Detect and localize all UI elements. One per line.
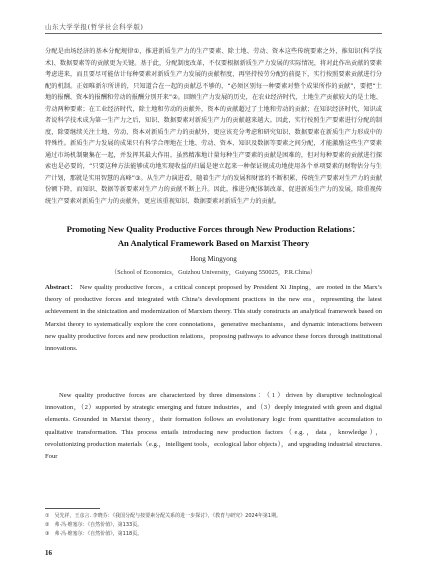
page-number: 16 [45,549,52,557]
footnote-divider [45,508,100,509]
english-body-paragraph [45,390,382,463]
abstract-block [45,282,382,355]
author-name: Hong Mingyong [190,255,237,263]
chinese-body-text [45,46,382,207]
abstract-paragraph [45,282,382,355]
footnote-2: ② 弗·冯·维塞尔：《自然价值》，第133页。 [45,522,143,528]
body-paragraph-2: New quality productive forces are characterized by three dimensions：（1）driven by disruptive technological innovation，（2）supported by strategic emerging and future industries，and（3）deeply integrated with green and digital elements. Grounded in Marxist theory，their formation follows an evolutionary logic from quantitative accumulation to qualitative transformation. This process entails introducing new production factors（e.g.，data，knowledge），revolutionizing production materials（e.g.，intelligent tools，ecological labor objects），and upgrading industrial structures. Four [45,392,382,461]
english-title-line-1: Promoting New Quality Productive Forces through New Production Relations： [66,224,361,234]
footnotes [45,512,382,539]
header-divider [45,33,382,34]
chinese-paragraph: 分配是由场经济的基本分配规律①，推进新质生产力的生产要素、除土地、劳动、资本这些传统要素之外，推知识(科学技术)、数据要素等的贡献更为关键。基于此，分配制度改革，不仅要根据新质生产力发展的实际情况，将对此作出贡献的要素考虑进来，而且要尽可能估计每种要素对新质生产力发展的贡献程度，再坚持按劳分配的前提下，实行按照要素贡献进行分配的机制。正如唯新尔所讲的，只知道合在一起的贡献总不够的，“必须区别每一种要素对整个成果所作的贡献”，要把“土地的报酬、资本的报酬和劳动的报酬分别开来”②。回顾生产力发展的历史，在农业经济时代，土地生产贡献较大的是土地、劳动两种要素；在工业经济时代，除土地和劳动的贡献外，资本的贡献超过了土地和劳动的贡献；在知识经济时代，知识或者说科学技术成为第一生产力之后，知识、数据要素对新质生产力的贡献越来越大。因此，实行按照生产要素进行分配的制度，除要继续关注土地、劳动、资本对新质生产力的贡献外，更应该充分考虑和研究知识、数据要素在新质生产力形成中的特殊性。新质生产力发展的成果只有科学合理地在土地、劳动、资本、知识及数据等要素之间分配，才能激励这些生产要素通过市场机制聚集在一起，并发挥其最大作用。虽然精准地计量每种生产要素的贡献是困难的，但对每种要素的贡献进行探索也是必要的，“只要这种方法能够成功地实现收益的归属是建立起来一种保证规成功地使用各个单项要素的财物估分与生产计划，那就是实用智慧的高峰”③。从生产力演进看，随着生产力的发展和财富的不断积累，传统生产要素对生产力的贡献份额下降，而知识、数据等新要素对生产力的贡献不断上升。因此，推进分配体制改革，促进新质生产力的发展，除重视传统生产要素对新质生产力的贡献外，更应该重视知识、数据要素对新质生产力的贡献。 [45,48,382,205]
english-title-line-2: An Analytical Framework Based on Marxist Theory [117,238,310,248]
abstract-label: Abstract： [45,284,78,291]
footnote-1: ① 吴先祥，王彦言. 李晓芬：《我国分配与按要素分配关系的进一步探讨》，《教育与研究》2024年第1期。 [45,513,282,519]
abstract-text: New quality productive forces，a critical concept proposed by President Xi Jinping，are rooted in the Marx’s theory of productive forces and integrated with China’s development practices in the new era，representing the latest achievement in the sinicization and modernization of Marxism theory. This study constructs an analytical framework based on Marxist theory to systematically explore the core connotations，generative mechanisms，and dynamic interactions between new quality productive forces and new production relations，proposing pathways to advance these forces through institutional innovations. [45,284,382,353]
running-header: 山东大学学报(哲学社会科学版) [45,23,144,31]
footnote-3: ③ 弗·冯·维塞尔：《自然价值》，第118页。 [45,531,143,537]
author-affiliation: （School of Economics，Guizhou University，Guiyang 550025，P.R.China） [110,269,317,276]
